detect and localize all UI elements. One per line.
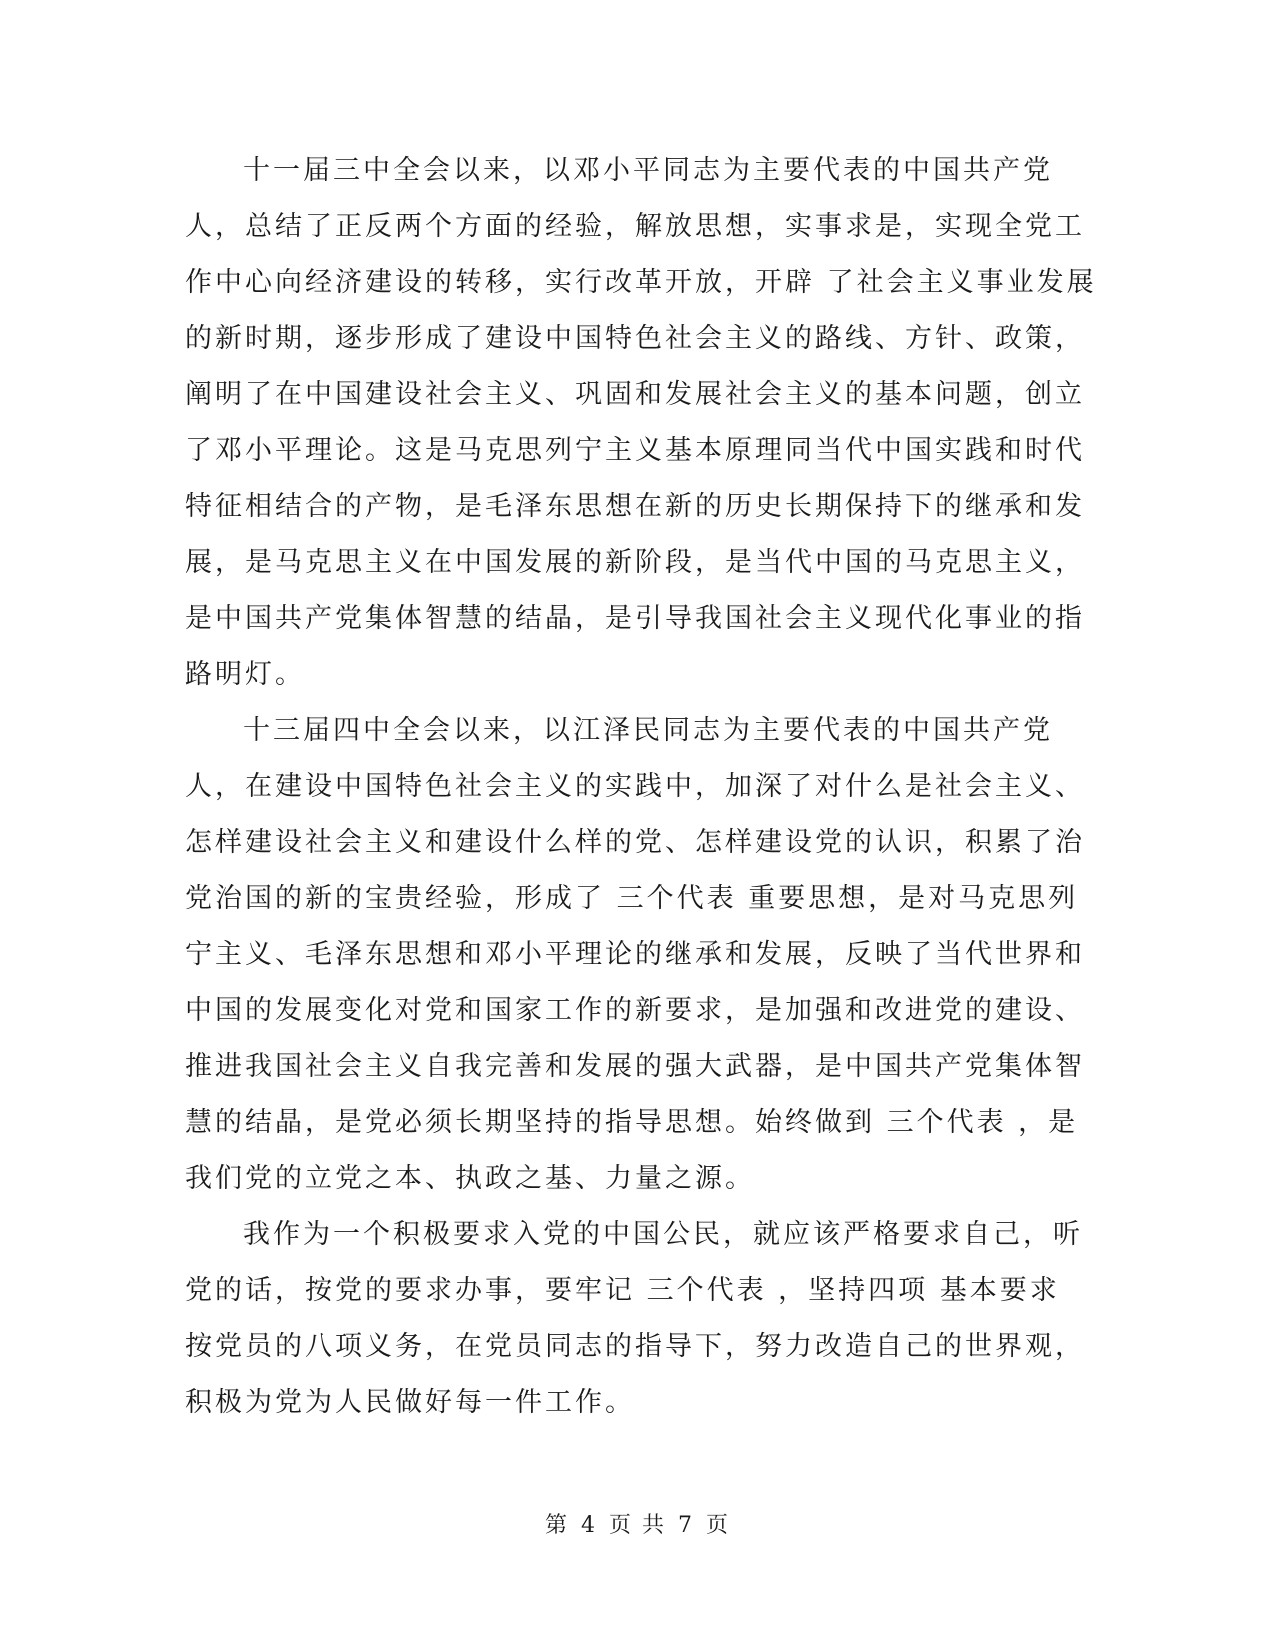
- text-line: 推进我国社会主义自我完善和发展的强大武器，是中国共产党集体智: [185, 1051, 1085, 1082]
- text-line: 我们党的立党之本、执政之基、力量之源。: [185, 1163, 755, 1194]
- text-line: 路明灯。: [185, 659, 305, 690]
- text-line: 宁主义、毛泽东思想和邓小平理论的继承和发展，反映了当代世界和: [185, 939, 1085, 970]
- text-line: 怎样建设社会主义和建设什么样的党、怎样建设党的认识，积累了治: [185, 827, 1085, 858]
- text-line: 十三届四中全会以来，以江泽民同志为主要代表的中国共产党: [243, 715, 1053, 746]
- text-line: 的新时期，逐步形成了建设中国特色社会主义的路线、方针、政策，: [185, 323, 1085, 354]
- text-line: 中国的发展变化对党和国家工作的新要求，是加强和改进党的建设、: [185, 995, 1085, 1026]
- paragraph-2: [185, 703, 1085, 1207]
- text-line: 积极为党为人民做好每一件工作。: [185, 1387, 635, 1418]
- text-line: 了邓小平理论。这是马克思列宁主义基本原理同当代中国实践和时代: [185, 435, 1085, 466]
- paragraph-1: [185, 143, 1097, 703]
- text-line: 人，总结了正反两个方面的经验，解放思想，实事求是，实现全党工: [185, 211, 1085, 242]
- current-page-number: 4: [581, 1513, 597, 1538]
- text-line: 作中心向经济建设的转移，实行改革开放，开辟 了社会主义事业发展: [185, 267, 1097, 298]
- total-pages-number: 7: [678, 1513, 694, 1538]
- text-line: 按党员的八项义务，在党员同志的指导下，努力改造自己的世界观，: [185, 1331, 1085, 1362]
- text-line: 阐明了在中国建设社会主义、巩固和发展社会主义的基本问题，创立: [185, 379, 1085, 410]
- document-body: [185, 143, 1097, 1431]
- paragraph-3: [185, 1207, 1085, 1431]
- text-line: 十一届三中全会以来，以邓小平同志为主要代表的中国共产党: [243, 155, 1053, 186]
- text-line: 党治国的新的宝贵经验，形成了 三个代表 重要思想，是对马克思列: [185, 883, 1079, 914]
- text-line: 特征相结合的产物，是毛泽东思想在新的历史长期保持下的继承和发: [185, 491, 1085, 522]
- text-line: 展，是马克思主义在中国发展的新阶段，是当代中国的马克思主义，: [185, 547, 1085, 578]
- text-line: 是中国共产党集体智慧的结晶，是引导我国社会主义现代化事业的指: [185, 603, 1085, 634]
- text-line: 人，在建设中国特色社会主义的实践中，加深了对什么是社会主义、: [185, 771, 1085, 802]
- footer-middle: 页 共: [609, 1513, 666, 1538]
- text-line: 我作为一个积极要求入党的中国公民，就应该严格要求自己，听: [243, 1219, 1083, 1250]
- footer-suffix: 页: [706, 1513, 731, 1538]
- text-line: 党的话，按党的要求办事，要牢记 三个代表 ，坚持四项 基本要求: [185, 1275, 1060, 1306]
- text-line: 慧的结晶，是党必须长期坚持的指导思想。始终做到 三个代表 ，是: [185, 1107, 1079, 1138]
- page-footer: [0, 1508, 1275, 1539]
- footer-prefix: 第: [544, 1513, 569, 1538]
